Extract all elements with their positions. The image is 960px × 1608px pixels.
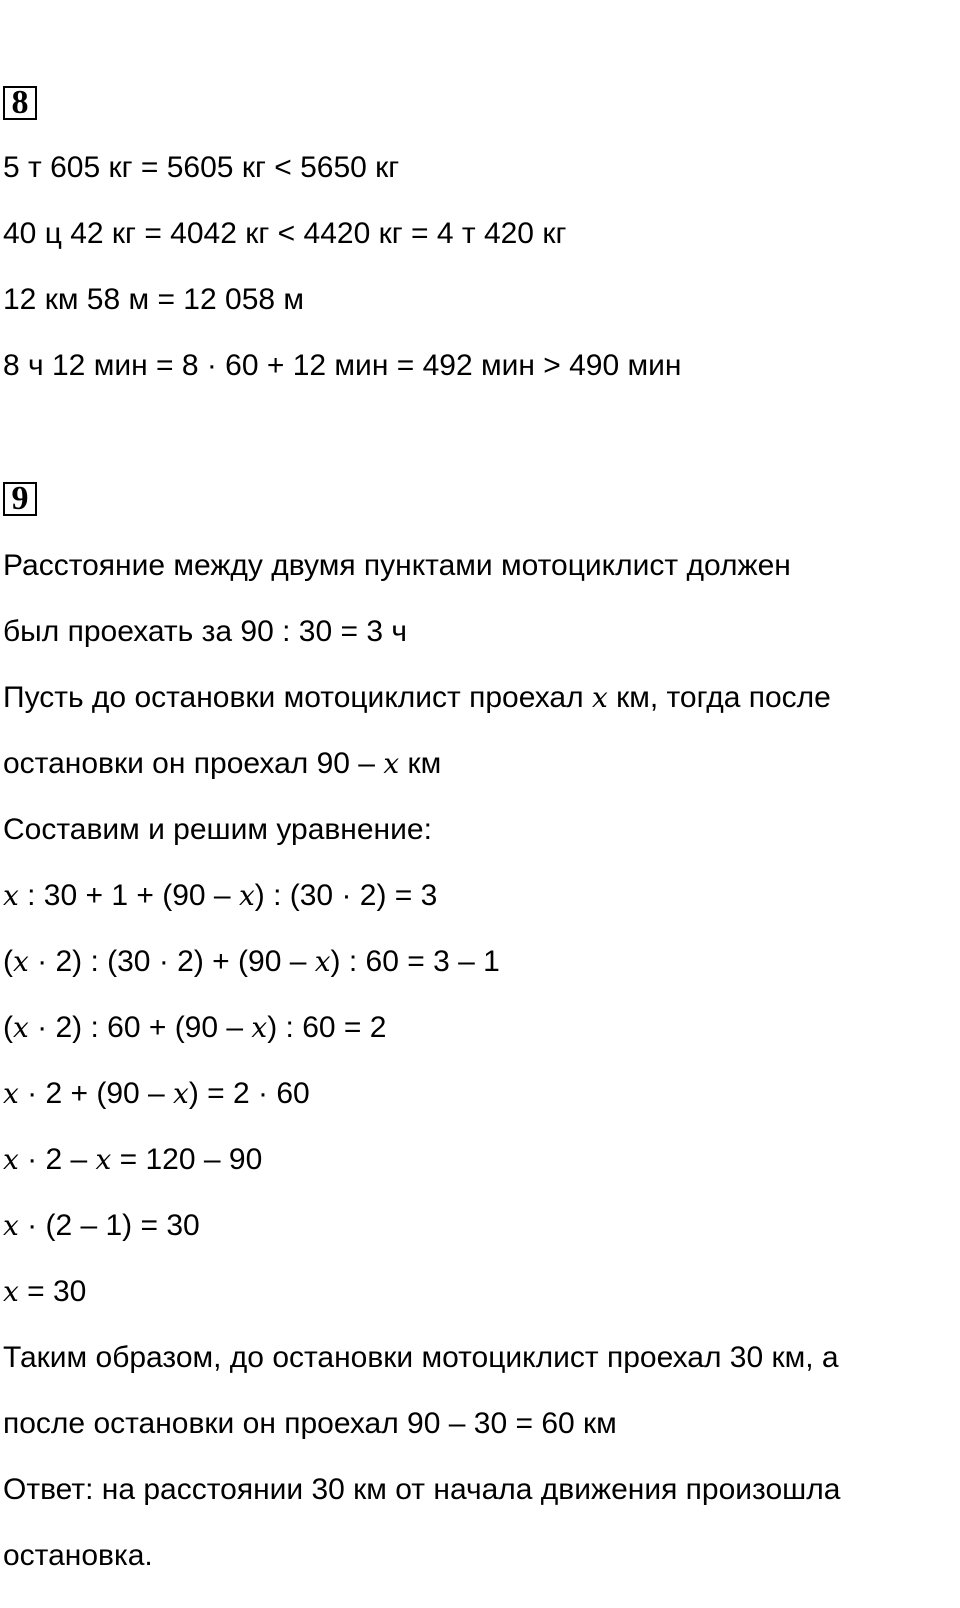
equation-line: (𝑥 · 2) : 60 + (90 – 𝑥) : 60 = 2 <box>3 1011 387 1044</box>
section9-line: был проехать за 90 : 30 = 3 ч <box>3 615 407 648</box>
section9-line: остановки он проехал 90 – 𝑥 км <box>3 747 442 780</box>
math-variable: 𝑥 <box>3 1077 19 1110</box>
section9-line: Составим и решим уравнение: <box>3 813 432 846</box>
equation-line: 𝑥 : 30 + 1 + (90 – 𝑥) : (30 · 2) = 3 <box>3 879 438 912</box>
answer-line: Ответ: на расстоянии 30 км от начала движения произошла <box>3 1473 841 1506</box>
equation-line: (𝑥 · 2) : (30 · 2) + (90 – 𝑥) : 60 = 3 – 1 <box>3 945 500 978</box>
math-variable: 𝑥 <box>383 747 400 780</box>
section8-line: 40 ц 42 кг = 4042 кг < 4420 кг = 4 т 420 кг <box>3 217 567 250</box>
equation-line: 𝑥 · 2 – 𝑥 = 120 – 90 <box>3 1143 263 1176</box>
math-variable: 𝑥 <box>238 879 255 912</box>
math-variable: 𝑥 <box>13 945 29 978</box>
section8-line: 8 ч 12 мин = 8 · 60 + 12 мин = 492 мин > 490 мин <box>3 349 682 382</box>
math-variable: 𝑥 <box>3 1209 19 1242</box>
math-variable: 𝑥 <box>591 681 608 714</box>
section8-line: 12 км 58 м = 12 058 м <box>3 283 305 316</box>
section9-line: Таким образом, до остановки мотоциклист проехал 30 км, а <box>3 1341 839 1374</box>
section9-line: Расстояние между двумя пунктами мотоциклист должен <box>3 549 791 582</box>
equation-line: 𝑥 · (2 – 1) = 30 <box>3 1209 200 1242</box>
math-variable: 𝑥 <box>251 1011 268 1044</box>
equation-line: 𝑥 = 30 <box>3 1275 87 1308</box>
math-variable: 𝑥 <box>173 1077 189 1110</box>
math-variable: 𝑥 <box>314 945 331 978</box>
math-variable: 𝑥 <box>3 1143 19 1176</box>
section8-line: 5 т 605 кг = 5605 кг < 5650 кг <box>3 151 400 184</box>
section-number-9: 9 <box>3 482 37 516</box>
answer-line: остановка. <box>3 1539 153 1572</box>
math-variable: 𝑥 <box>13 1011 29 1044</box>
math-variable: 𝑥 <box>95 1143 112 1176</box>
math-variable: 𝑥 <box>3 1275 19 1308</box>
section-number-8: 8 <box>3 86 37 120</box>
math-variable: 𝑥 <box>3 879 19 912</box>
section9-line: после остановки он проехал 90 – 30 = 60 км <box>3 1407 617 1440</box>
section9-line: Пусть до остановки мотоциклист проехал 𝑥 км, тогда после <box>3 681 831 714</box>
equation-line: 𝑥 · 2 + (90 – 𝑥) = 2 · 60 <box>3 1077 310 1110</box>
